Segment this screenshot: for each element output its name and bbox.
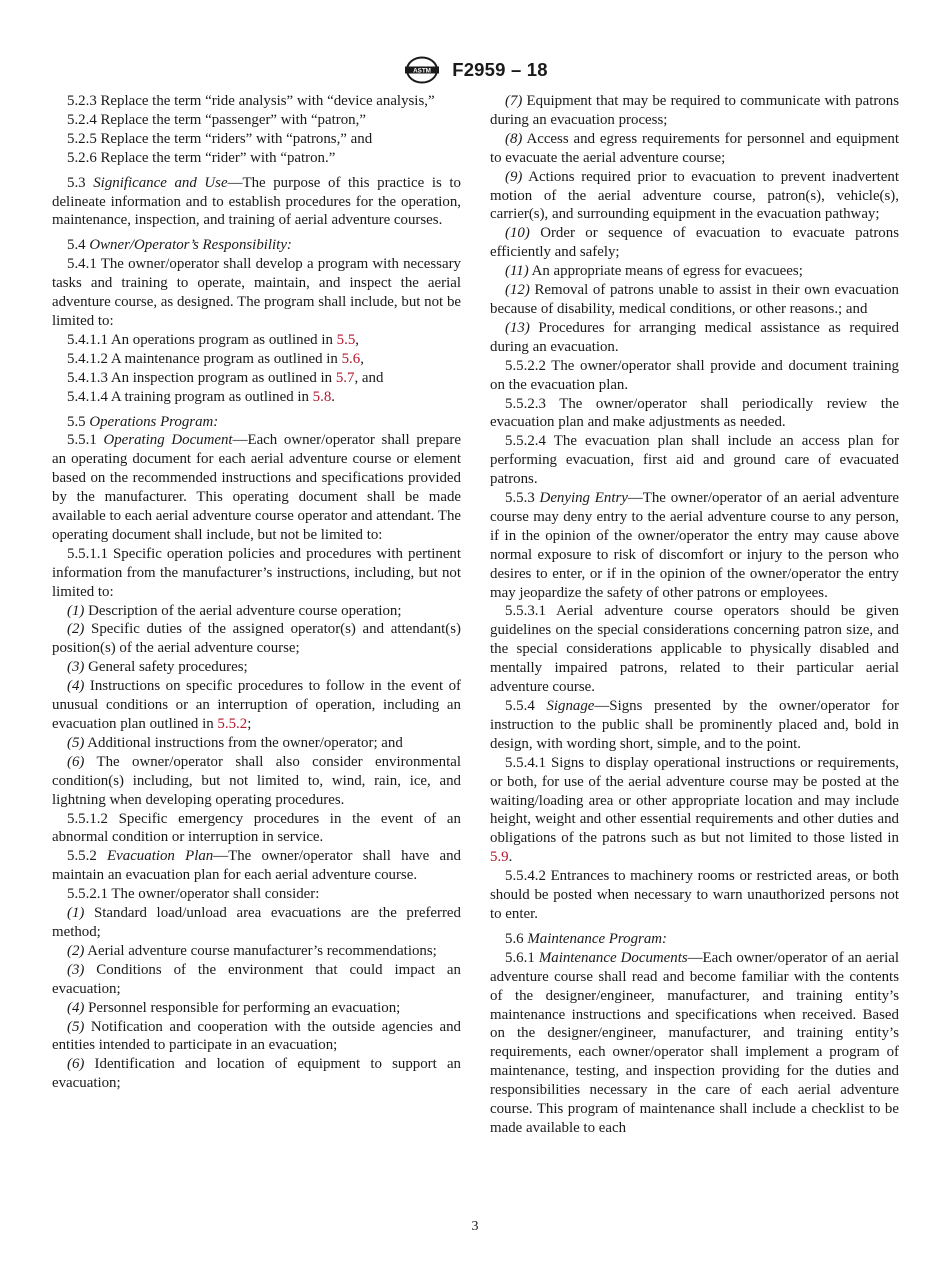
list-number: (1): [67, 602, 85, 619]
section-link[interactable]: 5.7: [335, 369, 355, 386]
section-number: 5.5.2: [67, 848, 97, 865]
paragraph: [52, 431, 461, 544]
paragraph-tail: .: [331, 388, 336, 405]
paragraph-text: Conditions of the environment that could impact an evacuation;: [52, 961, 461, 997]
paragraph-text: Replace the term “riders” with “patrons,” and: [96, 130, 373, 147]
list-number: (13): [505, 319, 530, 336]
paragraph: [490, 867, 899, 924]
section-number: 5.5.4.1: [505, 754, 546, 771]
paragraph: [52, 602, 461, 621]
paragraph: [52, 413, 461, 432]
paragraph: [52, 1018, 461, 1056]
section-heading: Operations Program:: [85, 413, 219, 430]
paragraph: [52, 1055, 461, 1093]
list-number: (9): [505, 168, 523, 185]
paragraph-text: Signs to display operational instructions or requirements, or both, for use of the aerial adventure course may be posted at the waiting/loading area or other appropriate location and may include height, weight and other essential requirements and other duties and obligations of the patrons such as but not limited to those listed in: [490, 754, 899, 847]
paragraph: [490, 754, 899, 867]
paragraph-text: Equipment that may be required to communicate with patrons during an evacuation process;: [490, 93, 899, 128]
section-link[interactable]: 5.5.2: [217, 716, 248, 732]
section-number: 5.5.2.4: [505, 433, 546, 450]
paragraph-text: —Signs presented by the owner/operator for instruction to the public shall be prominently placed and, bold in design, with wording short, simple, and to the point.: [490, 698, 899, 752]
list-number: (3): [67, 961, 85, 978]
paragraph: [52, 388, 461, 407]
section-number: 5.2.6: [67, 149, 97, 166]
paragraph: [52, 236, 461, 255]
paragraph-text: Removal of patrons unable to assist in their own evacuation because of disability, medical conditions, or other reasons.; and: [490, 282, 899, 317]
paragraph: [490, 130, 899, 168]
paragraph-text: Replace the term “rider” with “patron.”: [96, 149, 336, 166]
section-number: 5.5.2.3: [505, 395, 546, 412]
paragraph: [52, 350, 461, 369]
astm-logo-icon: [402, 56, 442, 84]
paragraph-text: The owner/operator shall consider:: [107, 886, 320, 903]
paragraph-text: An operations program as outlined in: [107, 331, 337, 348]
paragraph: [52, 999, 461, 1018]
section-heading: Denying Entry: [534, 490, 628, 507]
paragraph: [490, 930, 899, 949]
section-number: 5.5.2.1: [67, 886, 108, 903]
paragraph-text: Specific duties of the assigned operator(s) and attendant(s) position(s) of the aerial adventure course;: [52, 621, 461, 657]
paragraph: [490, 697, 899, 754]
paragraph: [52, 942, 461, 961]
paragraph: [52, 545, 461, 602]
paragraph: [52, 734, 461, 753]
list-number: (5): [67, 734, 85, 751]
paragraph-tail: ,: [355, 331, 360, 348]
paragraph-text: General safety procedures;: [84, 659, 248, 676]
paragraph: [52, 847, 461, 885]
paragraph: [52, 331, 461, 350]
paragraph: [52, 174, 461, 231]
section-heading: Maintenance Program:: [523, 930, 667, 947]
paragraph-tail: ,: [360, 350, 364, 367]
paragraph-text: Actions required prior to evacuation to prevent inadvertent motion of the aerial adventure course, patron(s), vehicle(s), carrier(s), and surrounding equipment in the evacuation pathway;: [490, 168, 899, 223]
list-number: (4): [67, 999, 85, 1016]
paragraph: [490, 489, 899, 602]
section-heading: Operating Document: [96, 432, 233, 449]
paragraph: [490, 168, 899, 225]
paragraph: [52, 677, 461, 734]
paragraph-text: Procedures for arranging medical assistance as required during an evacuation.: [490, 319, 899, 355]
section-number: 5.5.4.2: [505, 868, 546, 885]
paragraph-text: Personnel responsible for performing an evacuation;: [84, 999, 401, 1016]
paragraph-text: Specific emergency procedures in the event of an abnormal condition or interruption in service.: [52, 810, 461, 846]
page-header: [0, 56, 950, 84]
section-number: 5.4.1.2: [67, 350, 108, 367]
list-number: (8): [505, 130, 523, 147]
paragraph-tail: , and: [354, 369, 384, 386]
list-number: (5): [67, 1018, 85, 1035]
paragraph-text: Aerial adventure course operators should be given guidelines on the special considerations concerning patron size, and the special considerations applicable to physically disabled and mentally impaired patrons, related to their particular aerial adventure course.: [490, 603, 899, 696]
paragraph-text: Replace the term “passenger” with “patron,”: [96, 111, 366, 128]
paragraph: [490, 262, 899, 281]
section-number: 5.4.1.4: [67, 388, 108, 405]
paragraph: [490, 224, 899, 262]
paragraph-text: —The purpose of this practice is to delineate information and to establish procedures for the operation, maintenance, inspection, and training of aerial adventure courses.: [52, 174, 462, 229]
paragraph-text: An appropriate means of egress for evacuees;: [528, 263, 803, 280]
section-heading: Significance and Use: [85, 174, 228, 191]
paragraph-tail: ;: [247, 716, 252, 732]
paragraph: [52, 904, 461, 942]
list-number: (12): [505, 282, 530, 299]
section-link[interactable]: 5.6: [341, 350, 361, 367]
list-number: (3): [67, 659, 85, 676]
section-number: 5.3: [67, 174, 86, 191]
paragraph-text: Access and egress requirements for personnel and equipment to evacuate the aerial adventure course;: [490, 130, 899, 166]
paragraph-tail: .: [508, 849, 513, 866]
paragraph-text: The owner/operator shall develop a program with necessary tasks and training to operate, maintain, and inspect the aerial adventure course, as designed. The program shall include, but not be limited to:: [52, 256, 461, 329]
list-number: (4): [67, 678, 85, 695]
paragraph: [52, 810, 461, 848]
section-number: 5.5.1: [67, 432, 97, 449]
section-heading: Evacuation Plan: [96, 848, 214, 865]
left-column: [52, 92, 461, 1093]
paragraph: [52, 369, 461, 388]
paragraph: [490, 281, 899, 319]
list-number: (11): [505, 263, 529, 280]
section-heading: Maintenance Documents: [534, 949, 688, 966]
paragraph-text: Specific operation policies and procedures with pertinent information from the manufacturer’s instructions, including, but not limited to:: [52, 545, 461, 600]
section-number: 5.5.1.2: [67, 810, 108, 827]
paragraph: [52, 111, 461, 130]
list-number: (7): [505, 93, 523, 109]
section-link[interactable]: 5.5: [336, 331, 356, 348]
section-heading: Signage: [534, 698, 595, 714]
section-number: 5.5.1.1: [67, 545, 108, 562]
paragraph-text: A training program as outlined in: [107, 388, 313, 405]
section-number: 5.6: [505, 930, 524, 947]
section-link[interactable]: 5.9: [490, 849, 509, 866]
paragraph: [52, 92, 461, 111]
paragraph: [490, 92, 899, 130]
paragraph: [490, 602, 899, 697]
paragraph-text: Aerial adventure course manufacturer’s recommendations;: [84, 942, 437, 959]
paragraph-text: Replace the term “ride analysis” with “device analysis,”: [96, 93, 435, 109]
section-number: 5.2.5: [67, 130, 97, 147]
paragraph-text: The evacuation plan shall include an access plan for performing evacuation, first aid and ground care of evacuated patrons.: [490, 433, 899, 488]
section-number: 5.5.2.2: [505, 357, 546, 374]
paragraph-text: Instructions on specific procedures to follow in the event of unusual conditions or an interruption of operation, including an evacuation plan outlined in: [52, 678, 461, 732]
section-number: 5.4.1: [67, 256, 97, 273]
paragraph: [490, 395, 899, 433]
paragraph: [52, 149, 461, 168]
list-number: (10): [505, 225, 530, 242]
paragraph: [52, 961, 461, 999]
svg-text:ASTM: ASTM: [413, 67, 432, 75]
section-number: 5.2.3: [67, 93, 97, 109]
list-number: (1): [67, 905, 85, 922]
section-number: 5.2.4: [67, 111, 97, 128]
paragraph: [490, 432, 899, 489]
paragraph-text: Order or sequence of evacuation to evacuate patrons efficiently and safely;: [490, 225, 899, 261]
list-number: (6): [67, 1056, 85, 1073]
paragraph: [52, 255, 461, 331]
paragraph-text: Additional instructions from the owner/operator; and: [84, 734, 403, 751]
section-number: 5.5: [67, 413, 86, 430]
paragraph-text: —Each owner/operator of an aerial adventure course shall read and become familiar with the contents of the designer/engineer, manufacturer, and training entity’s maintenance instructions and specifications when received. Based on the designer/engineer, manufacturer, and training entity’s requirements, each owner/operator shall implement a program of maintenance, testing, and inspection providing for the duties and responsibilities necessary in the care of each aerial adventure course. This program of maintenance shall include a checklist to be made available to each: [490, 949, 899, 1136]
section-number: 5.4: [67, 237, 86, 254]
paragraph: [52, 658, 461, 677]
paragraph-text: The owner/operator shall provide and document training on the evacuation plan.: [490, 357, 899, 393]
paragraph: [52, 753, 461, 810]
paragraph-text: —The owner/operator of an aerial adventure course may deny entry to the aerial adventure course to any person, if in the opinion of the owner/operator the entry may cause above normal exposure to risk of discomfort or injury to the person who desires to enter, or if in the opinion of the owner/operator the entry may jeopardize the safety of other patrons or employees.: [490, 490, 899, 601]
paragraph-text: Description of the aerial adventure course operation;: [84, 602, 402, 619]
paragraph-text: Standard load/unload area evacuations are the preferred method;: [52, 905, 461, 940]
list-number: (6): [67, 753, 85, 770]
section-number: 5.5.3: [505, 490, 535, 507]
section-link[interactable]: 5.8: [312, 388, 332, 405]
paragraph-text: A maintenance program as outlined in: [107, 350, 342, 367]
list-number: (2): [67, 942, 85, 959]
section-number: 5.5.4: [505, 698, 535, 714]
paragraph: [52, 620, 461, 658]
paragraph-text: Notification and cooperation with the outside agencies and entities intended to participate in an evacuation;: [52, 1018, 461, 1054]
paragraph: [490, 357, 899, 395]
paragraph-text: —The owner/operator shall have and maintain an evacuation plan for each aerial adventure course.: [52, 848, 461, 884]
paragraph-text: An inspection program as outlined in: [107, 369, 336, 386]
paragraph: [490, 319, 899, 357]
paragraph: [52, 130, 461, 149]
paragraph-text: The owner/operator shall also consider environmental condition(s) including, but not limited to, wind, rain, ice, and lightning when developing operating procedures.: [52, 753, 461, 808]
standard-designation: F2959 – 18: [452, 59, 548, 80]
section-number: 5.6.1: [505, 949, 535, 966]
right-column: [490, 92, 899, 1138]
paragraph-text: Identification and location of equipment to support an evacuation;: [52, 1056, 461, 1092]
paragraph-text: The owner/operator shall periodically review the evacuation plan and make adjustments as needed.: [490, 395, 899, 431]
paragraph-text: Entrances to machinery rooms or restricted areas, or both should be posted when necessary to warn unauthorized persons not to enter.: [490, 868, 899, 922]
section-number: 5.4.1.3: [67, 369, 108, 386]
section-number: 5.4.1.1: [67, 331, 108, 348]
section-number: 5.5.3.1: [505, 603, 546, 620]
page-number: 3: [471, 1219, 479, 1234]
section-heading: Owner/Operator’s Responsibility:: [85, 237, 292, 254]
paragraph: [52, 885, 461, 904]
paragraph: [490, 949, 899, 1138]
paragraph-text: —Each owner/operator shall prepare an operating document for each aerial adventure course or element based on the recommended instructions and specifications provided by the manufacturer. This operating document shall be made available to each aerial adventure course operator and attendant. The operating document shall include, but not be limited to:: [52, 432, 462, 543]
list-number: (2): [67, 621, 85, 638]
